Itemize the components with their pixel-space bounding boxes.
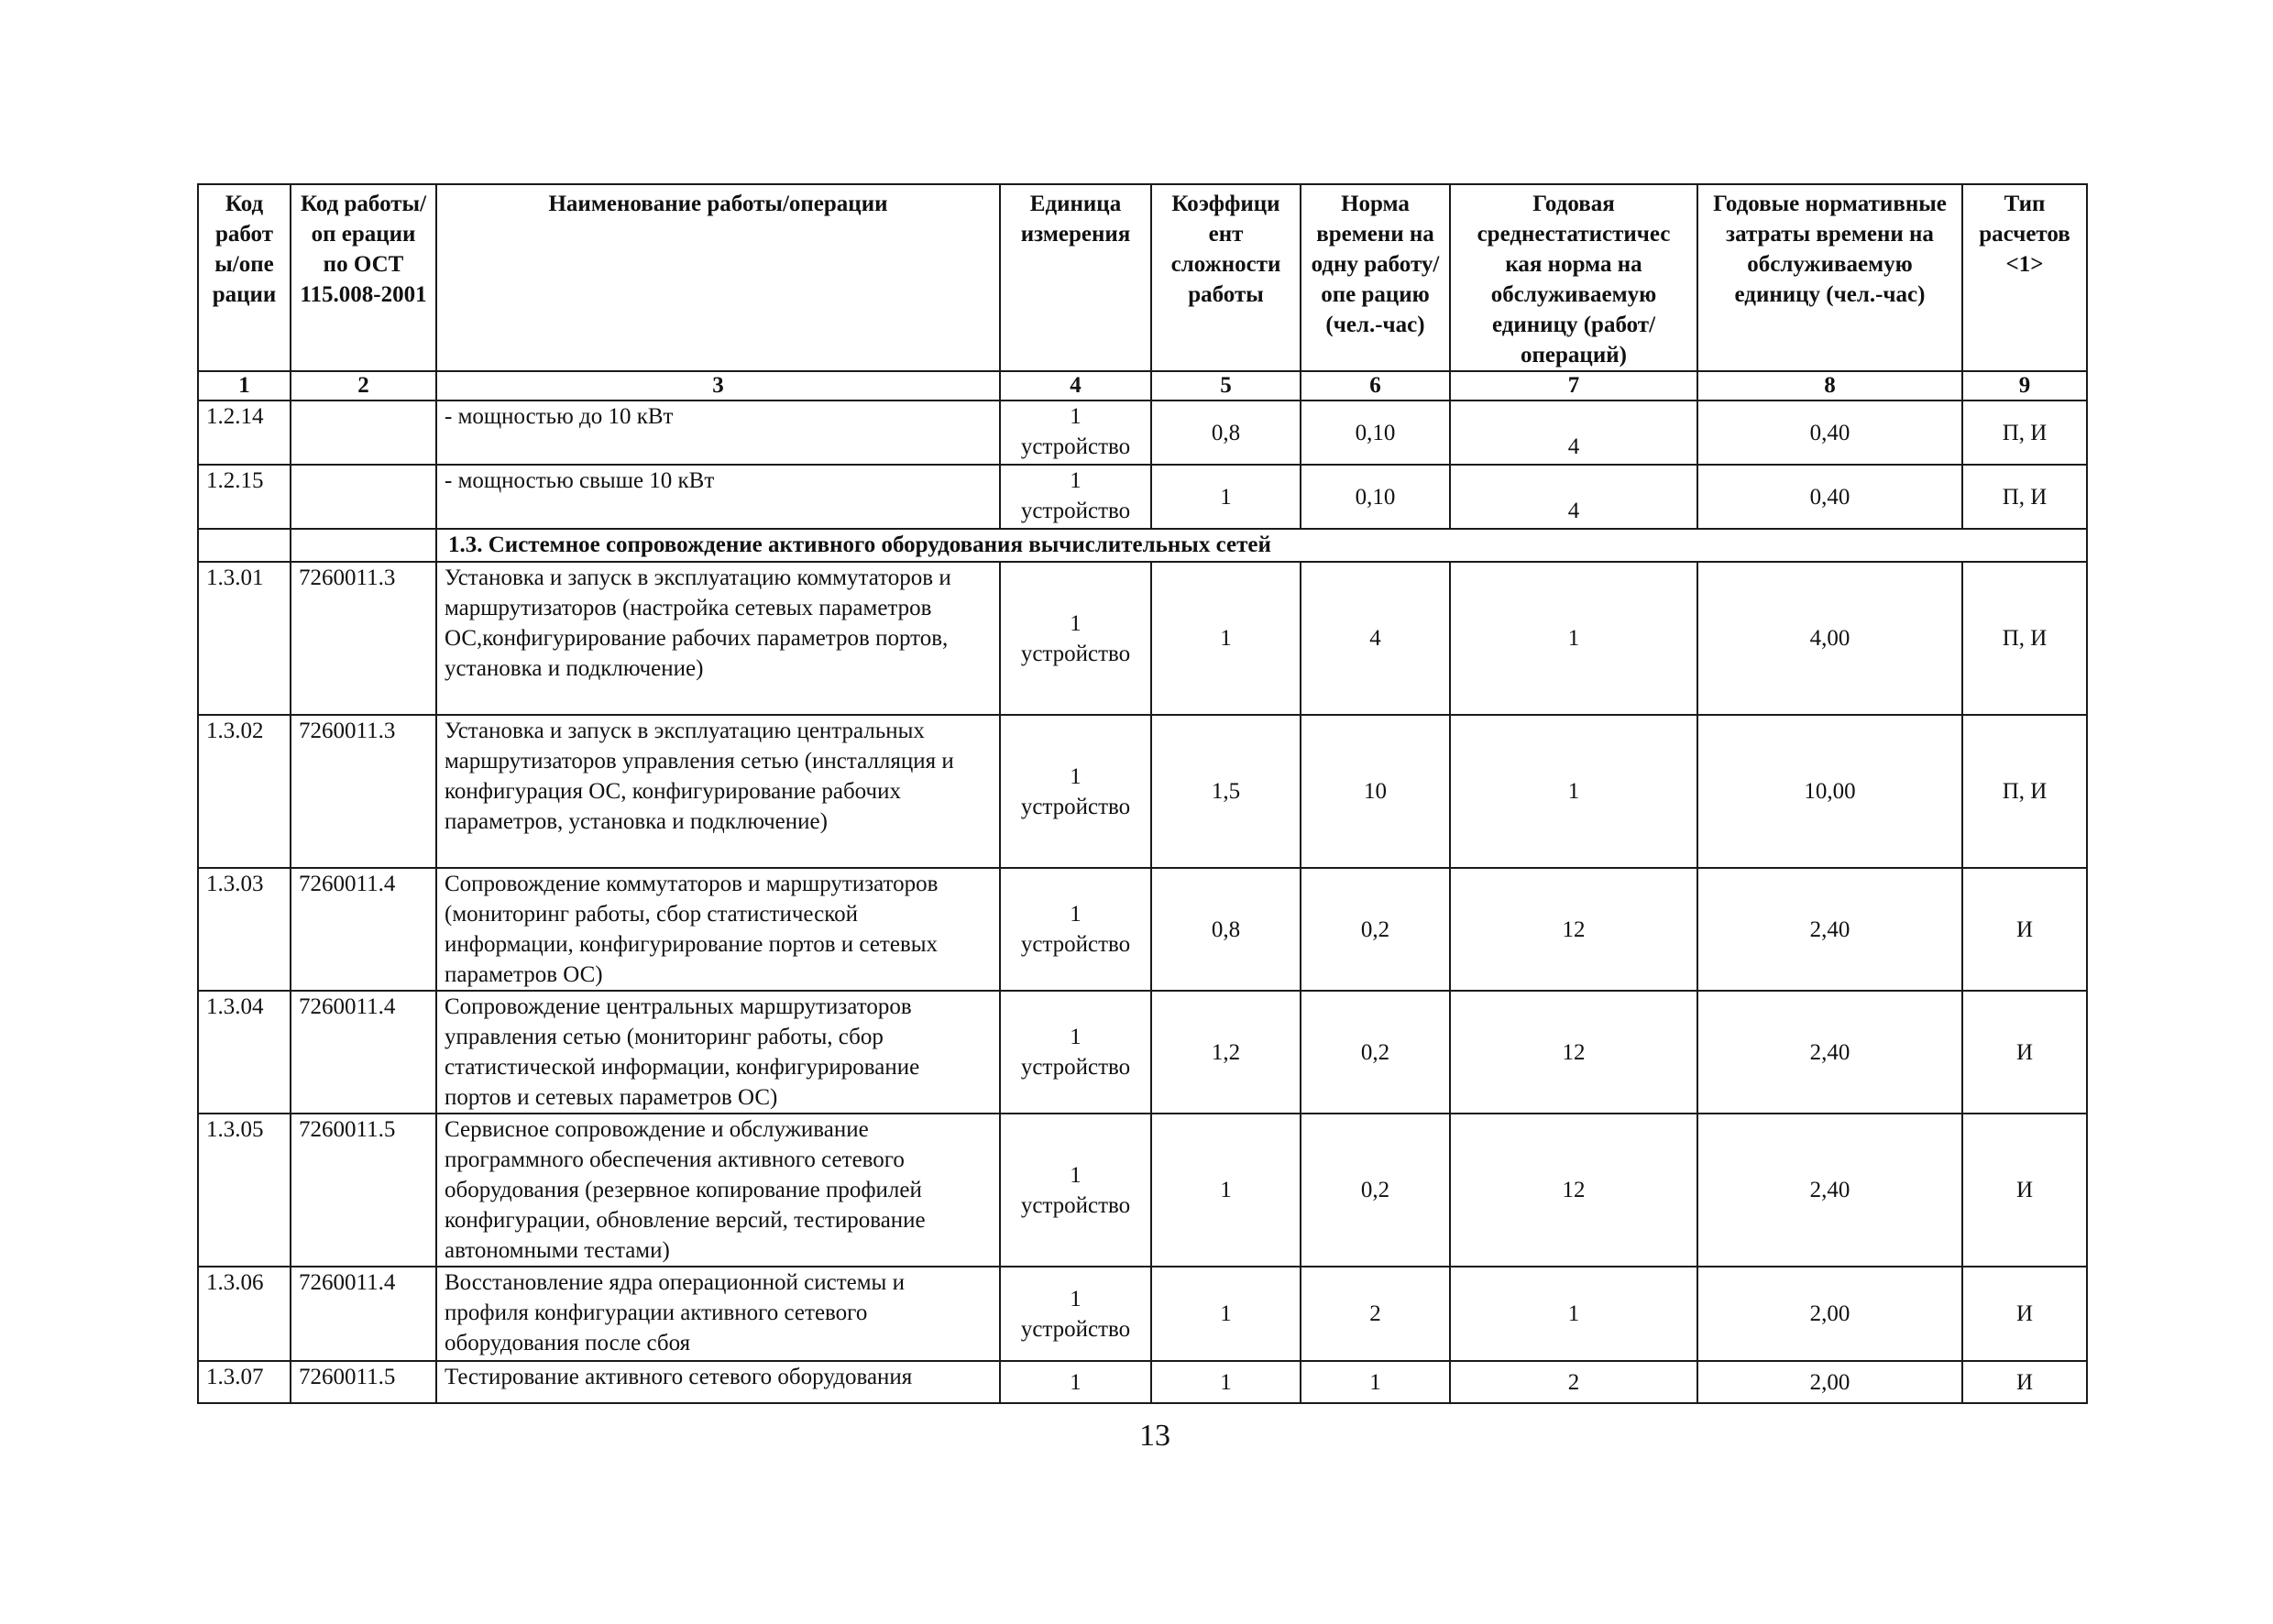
row-code: 1.3.04 <box>198 991 291 1114</box>
row-name: Сопровождение центральных маршрутизаторов управления сетью (мониторинг работы, сбор статистической информации, конфигурирование портов и сетевых параметров ОС) <box>436 991 1000 1114</box>
table-row <box>198 1114 2087 1267</box>
row-ost-code: 7260011.5 <box>291 1361 436 1403</box>
table-row <box>198 991 2087 1114</box>
row-unit-label: устройство <box>1020 434 1131 459</box>
header-cell: Коэффици ент сложности работы <box>1151 184 1301 371</box>
row-annual-hours: 2,40 <box>1697 1114 1962 1267</box>
row-unit <box>1000 465 1151 529</box>
row-unit-count: 1 <box>1070 468 1082 493</box>
row-code: 1.2.15 <box>198 465 291 529</box>
row-code: 1.3.06 <box>198 1267 291 1361</box>
section-blank-cell <box>291 529 436 562</box>
row-code: 1.3.01 <box>198 562 291 715</box>
row-unit-label: устройство <box>1020 641 1131 666</box>
row-annual-norm: 2 <box>1450 1361 1697 1403</box>
row-time-norm: 0,10 <box>1301 465 1450 529</box>
header-cell: Тип расчетов <1> <box>1962 184 2087 371</box>
row-time-norm: 10 <box>1301 715 1450 868</box>
row-unit-label: устройство <box>1020 1055 1131 1080</box>
page-number: 13 <box>1139 1419 1170 1453</box>
row-name: - мощностью свыше 10 кВт <box>436 465 1000 529</box>
row-calc-type: И <box>1962 991 2087 1114</box>
section-blank-cell <box>198 529 291 562</box>
row-annual-norm: 4 <box>1450 401 1697 465</box>
row-annual-norm: 12 <box>1450 991 1697 1114</box>
row-coefficient: 1 <box>1151 562 1301 715</box>
row-ost-code <box>291 465 436 529</box>
row-unit <box>1000 715 1151 868</box>
row-code: 1.2.14 <box>198 401 291 465</box>
row-name: Сопровождение коммутаторов и маршрутизаторов (мониторинг работы, сбор статистической информации, конфигурирование портов и сетевых параметров ОС) <box>436 868 1000 991</box>
row-annual-hours: 2,40 <box>1697 991 1962 1114</box>
column-number: 6 <box>1301 371 1450 401</box>
row-name: Установка и запуск в эксплуатацию центральных маршрутизаторов управления сетью (инсталляция и конфигурация ОС, конфигурирование рабочих параметров, установка и подключение) <box>436 715 1000 868</box>
row-time-norm: 1 <box>1301 1361 1450 1403</box>
norms-table <box>197 183 2088 1404</box>
row-coefficient: 1,2 <box>1151 991 1301 1114</box>
table-row <box>198 465 2087 529</box>
header-cell: Код работ ы/опе рации <box>198 184 291 371</box>
row-annual-hours: 0,40 <box>1697 465 1962 529</box>
column-number: 3 <box>436 371 1000 401</box>
row-coefficient: 1 <box>1151 465 1301 529</box>
row-annual-hours: 2,00 <box>1697 1267 1962 1361</box>
row-unit <box>1000 1114 1151 1267</box>
row-ost-code: 7260011.4 <box>291 991 436 1114</box>
row-unit-count: 1 <box>1070 902 1082 927</box>
row-ost-code <box>291 401 436 465</box>
row-unit <box>1000 1267 1151 1361</box>
row-time-norm: 4 <box>1301 562 1450 715</box>
row-unit <box>1000 991 1151 1114</box>
table-row <box>198 715 2087 868</box>
row-unit-label: устройство <box>1020 1316 1131 1342</box>
row-annual-hours: 4,00 <box>1697 562 1962 715</box>
row-code: 1.3.05 <box>198 1114 291 1267</box>
row-unit-count: 1 <box>1070 404 1082 429</box>
table-row <box>198 1361 2087 1403</box>
header-cell: Код работы/оп ерации по ОСТ 115.008-2001 <box>291 184 436 371</box>
row-time-norm: 0,2 <box>1301 1114 1450 1267</box>
row-time-norm: 0,2 <box>1301 868 1450 991</box>
row-annual-norm: 1 <box>1450 715 1697 868</box>
row-coefficient: 1 <box>1151 1361 1301 1403</box>
table-row <box>198 868 2087 991</box>
row-calc-type: П, И <box>1962 715 2087 868</box>
row-ost-code: 7260011.4 <box>291 1267 436 1361</box>
row-unit-count: 1 <box>1070 610 1082 636</box>
column-number: 1 <box>198 371 291 401</box>
row-calc-type: П, И <box>1962 465 2087 529</box>
row-ost-code: 7260011.4 <box>291 868 436 991</box>
table-row <box>198 1267 2087 1361</box>
row-annual-hours: 0,40 <box>1697 401 1962 465</box>
row-coefficient: 0,8 <box>1151 401 1301 465</box>
row-time-norm: 2 <box>1301 1267 1450 1361</box>
row-ost-code: 7260011.3 <box>291 562 436 715</box>
row-ost-code: 7260011.3 <box>291 715 436 868</box>
row-calc-type: И <box>1962 1114 2087 1267</box>
column-number: 2 <box>291 371 436 401</box>
column-number: 7 <box>1450 371 1697 401</box>
header-cell: Норма времени на одну работу/опе рацию (чел.-час) <box>1301 184 1450 371</box>
row-unit-count: 1 <box>1070 1025 1082 1049</box>
row-name: Установка и запуск в эксплуатацию коммутаторов и маршрутизаторов (настройка сетевых параметров ОС,конфигурирование рабочих параметров портов, установка и подключение) <box>436 562 1000 715</box>
row-annual-norm: 1 <box>1450 562 1697 715</box>
header-cell: Наименование работы/операции <box>436 184 1000 371</box>
row-annual-norm: 1 <box>1450 1267 1697 1361</box>
row-ost-code: 7260011.5 <box>291 1114 436 1267</box>
row-unit-count: 1 <box>1070 1162 1082 1188</box>
column-number: 8 <box>1697 371 1962 401</box>
header-cell: Годовые нормативные затраты времени на обслуживаемую единицу (чел.-час) <box>1697 184 1962 371</box>
row-unit-count: 1 <box>1070 1369 1082 1395</box>
row-code: 1.3.02 <box>198 715 291 868</box>
row-coefficient: 1 <box>1151 1267 1301 1361</box>
row-unit <box>1000 1361 1151 1403</box>
row-name: Сервисное сопровождение и обслуживание программного обеспечения активного сетевого оборудования (резервное копирование профилей конфигурации, обновление версий, тестирование автономными тестами) <box>436 1114 1000 1267</box>
row-name: - мощностью до 10 кВт <box>436 401 1000 465</box>
column-number: 5 <box>1151 371 1301 401</box>
row-unit <box>1000 562 1151 715</box>
row-time-norm: 0,10 <box>1301 401 1450 465</box>
row-calc-type: И <box>1962 868 2087 991</box>
row-code: 1.3.07 <box>198 1361 291 1403</box>
table-row <box>198 562 2087 715</box>
section-title: 1.3. Системное сопровождение активного оборудования вычислительных сетей <box>436 529 2087 562</box>
header-row <box>198 184 2087 371</box>
row-calc-type: П, И <box>1962 562 2087 715</box>
header-cell: Единица измерения <box>1000 184 1151 371</box>
column-number: 4 <box>1000 371 1151 401</box>
row-calc-type: П, И <box>1962 401 2087 465</box>
row-annual-norm: 12 <box>1450 1114 1697 1267</box>
row-name: Тестирование активного сетевого оборудования <box>436 1361 1000 1403</box>
header-cell: Годовая среднестатистичес кая норма на обслуживаемую единицу (работ/операций) <box>1450 184 1697 371</box>
row-unit <box>1000 868 1151 991</box>
row-calc-type: И <box>1962 1361 2087 1403</box>
row-coefficient: 0,8 <box>1151 868 1301 991</box>
row-coefficient: 1,5 <box>1151 715 1301 868</box>
row-unit-label: устройство <box>1020 1192 1131 1218</box>
row-name: Восстановление ядра операционной системы и профиля конфигурации активного сетевого оборудования после сбоя <box>436 1267 1000 1361</box>
row-unit-count: 1 <box>1070 763 1082 789</box>
column-number: 9 <box>1962 371 2087 401</box>
row-annual-hours: 2,40 <box>1697 868 1962 991</box>
row-annual-norm: 12 <box>1450 868 1697 991</box>
row-annual-hours: 2,00 <box>1697 1361 1962 1403</box>
row-unit-count: 1 <box>1070 1286 1082 1311</box>
table-row <box>198 401 2087 465</box>
row-annual-norm: 4 <box>1450 465 1697 529</box>
row-unit-label: устройство <box>1020 499 1131 523</box>
row-unit-label: устройство <box>1020 794 1131 819</box>
row-unit-label: устройство <box>1020 932 1131 957</box>
row-unit <box>1000 401 1151 465</box>
row-calc-type: И <box>1962 1267 2087 1361</box>
column-number-row <box>198 371 2087 401</box>
row-code: 1.3.03 <box>198 868 291 991</box>
row-time-norm: 0,2 <box>1301 991 1450 1114</box>
row-annual-hours: 10,00 <box>1697 715 1962 868</box>
row-coefficient: 1 <box>1151 1114 1301 1267</box>
section-row <box>198 529 2087 562</box>
